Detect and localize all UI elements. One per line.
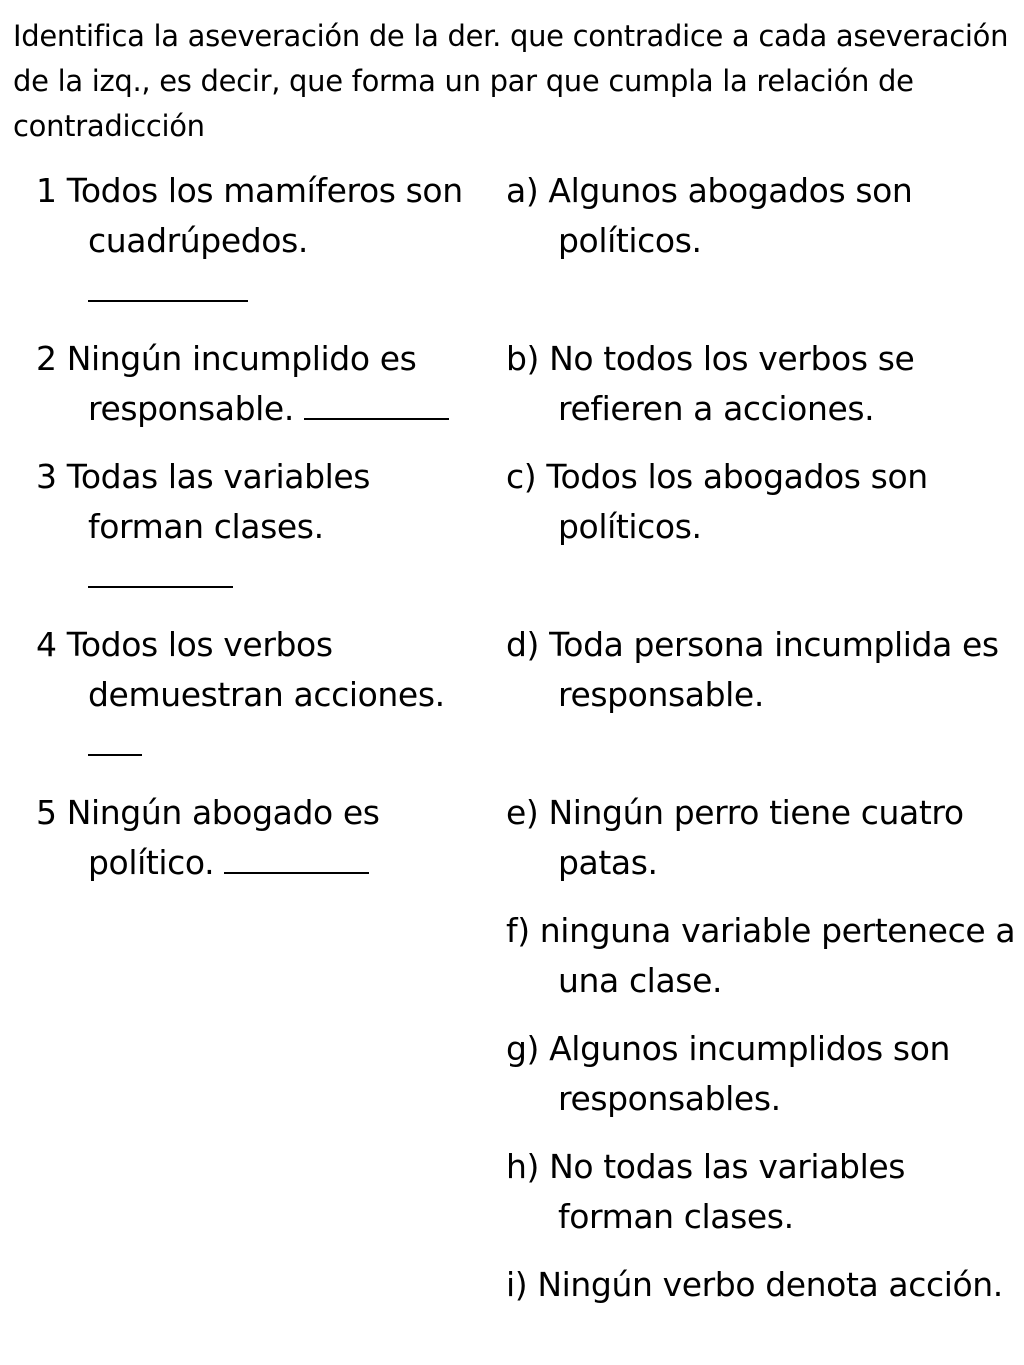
right-option-a — [506, 166, 1016, 316]
left-item-number: 3 — [36, 457, 57, 496]
right-option-e — [506, 788, 1016, 888]
right-option-c — [506, 452, 1016, 602]
left-item-number: 1 — [36, 171, 57, 210]
option-letter: f) — [506, 911, 530, 950]
option-letter: e) — [506, 793, 539, 832]
answer-blank-1[interactable] — [88, 270, 248, 302]
option-letter: b) — [506, 339, 540, 378]
option-text: Ningún perro tiene cuatro patas. — [548, 793, 964, 882]
left-item-text: Todas las variables forman clases. — [66, 457, 371, 546]
left-item-text: Ningún incumplido es responsable. — [66, 339, 417, 428]
answer-blank-4[interactable] — [88, 724, 142, 756]
option-letter: g) — [506, 1029, 540, 1068]
option-text: Algunos abogados son políticos. — [548, 171, 913, 260]
left-item-text: Todos los mamíferos son cuadrúpedos. — [66, 171, 463, 260]
option-text: No todas las variables forman clases. — [549, 1147, 906, 1236]
instructions-text: Identifica la aseveración de la der. que contradice a cada aseveración de la izq., es decir, que forma un par que cumpla la relación de contradicción — [13, 19, 1009, 143]
left-item-number: 5 — [36, 793, 57, 832]
right-option-i — [506, 1260, 1016, 1360]
option-text: Toda persona incumplida es responsable. — [549, 625, 999, 714]
right-option-b — [506, 334, 1016, 434]
left-item-3 — [36, 452, 476, 602]
right-options-column — [506, 166, 1016, 1360]
option-letter: h) — [506, 1147, 539, 1186]
right-option-f — [506, 906, 1016, 1006]
left-item-5 — [36, 788, 476, 888]
answer-blank-2[interactable] — [304, 388, 449, 420]
left-item-number: 2 — [36, 339, 57, 378]
option-text: No todos los verbos se refieren a acciones. — [549, 339, 915, 428]
right-option-h — [506, 1142, 1016, 1242]
option-text: Todos los abogados son políticos. — [546, 457, 928, 546]
option-letter: d) — [506, 625, 540, 664]
option-text: ninguna variable pertenece a una clase. — [539, 911, 1016, 1000]
left-item-4 — [36, 620, 476, 770]
left-item-2 — [36, 334, 476, 434]
option-letter: c) — [506, 457, 537, 496]
left-item-text: Todos los verbos demuestran acciones. — [66, 625, 445, 714]
option-letter: i) — [506, 1265, 528, 1304]
left-item-text: Ningún abogado es político. — [66, 793, 380, 882]
answer-blank-3[interactable] — [88, 556, 233, 588]
option-text: Ningún verbo denota acción. — [537, 1265, 1003, 1304]
right-option-g — [506, 1024, 1016, 1124]
right-option-d — [506, 620, 1016, 770]
answer-blank-5[interactable] — [224, 842, 369, 874]
option-text: Algunos incumplidos son responsables. — [549, 1029, 951, 1118]
left-item-1 — [36, 166, 476, 316]
left-statements-column — [36, 166, 476, 888]
left-item-number: 4 — [36, 625, 57, 664]
option-letter: a) — [506, 171, 539, 210]
